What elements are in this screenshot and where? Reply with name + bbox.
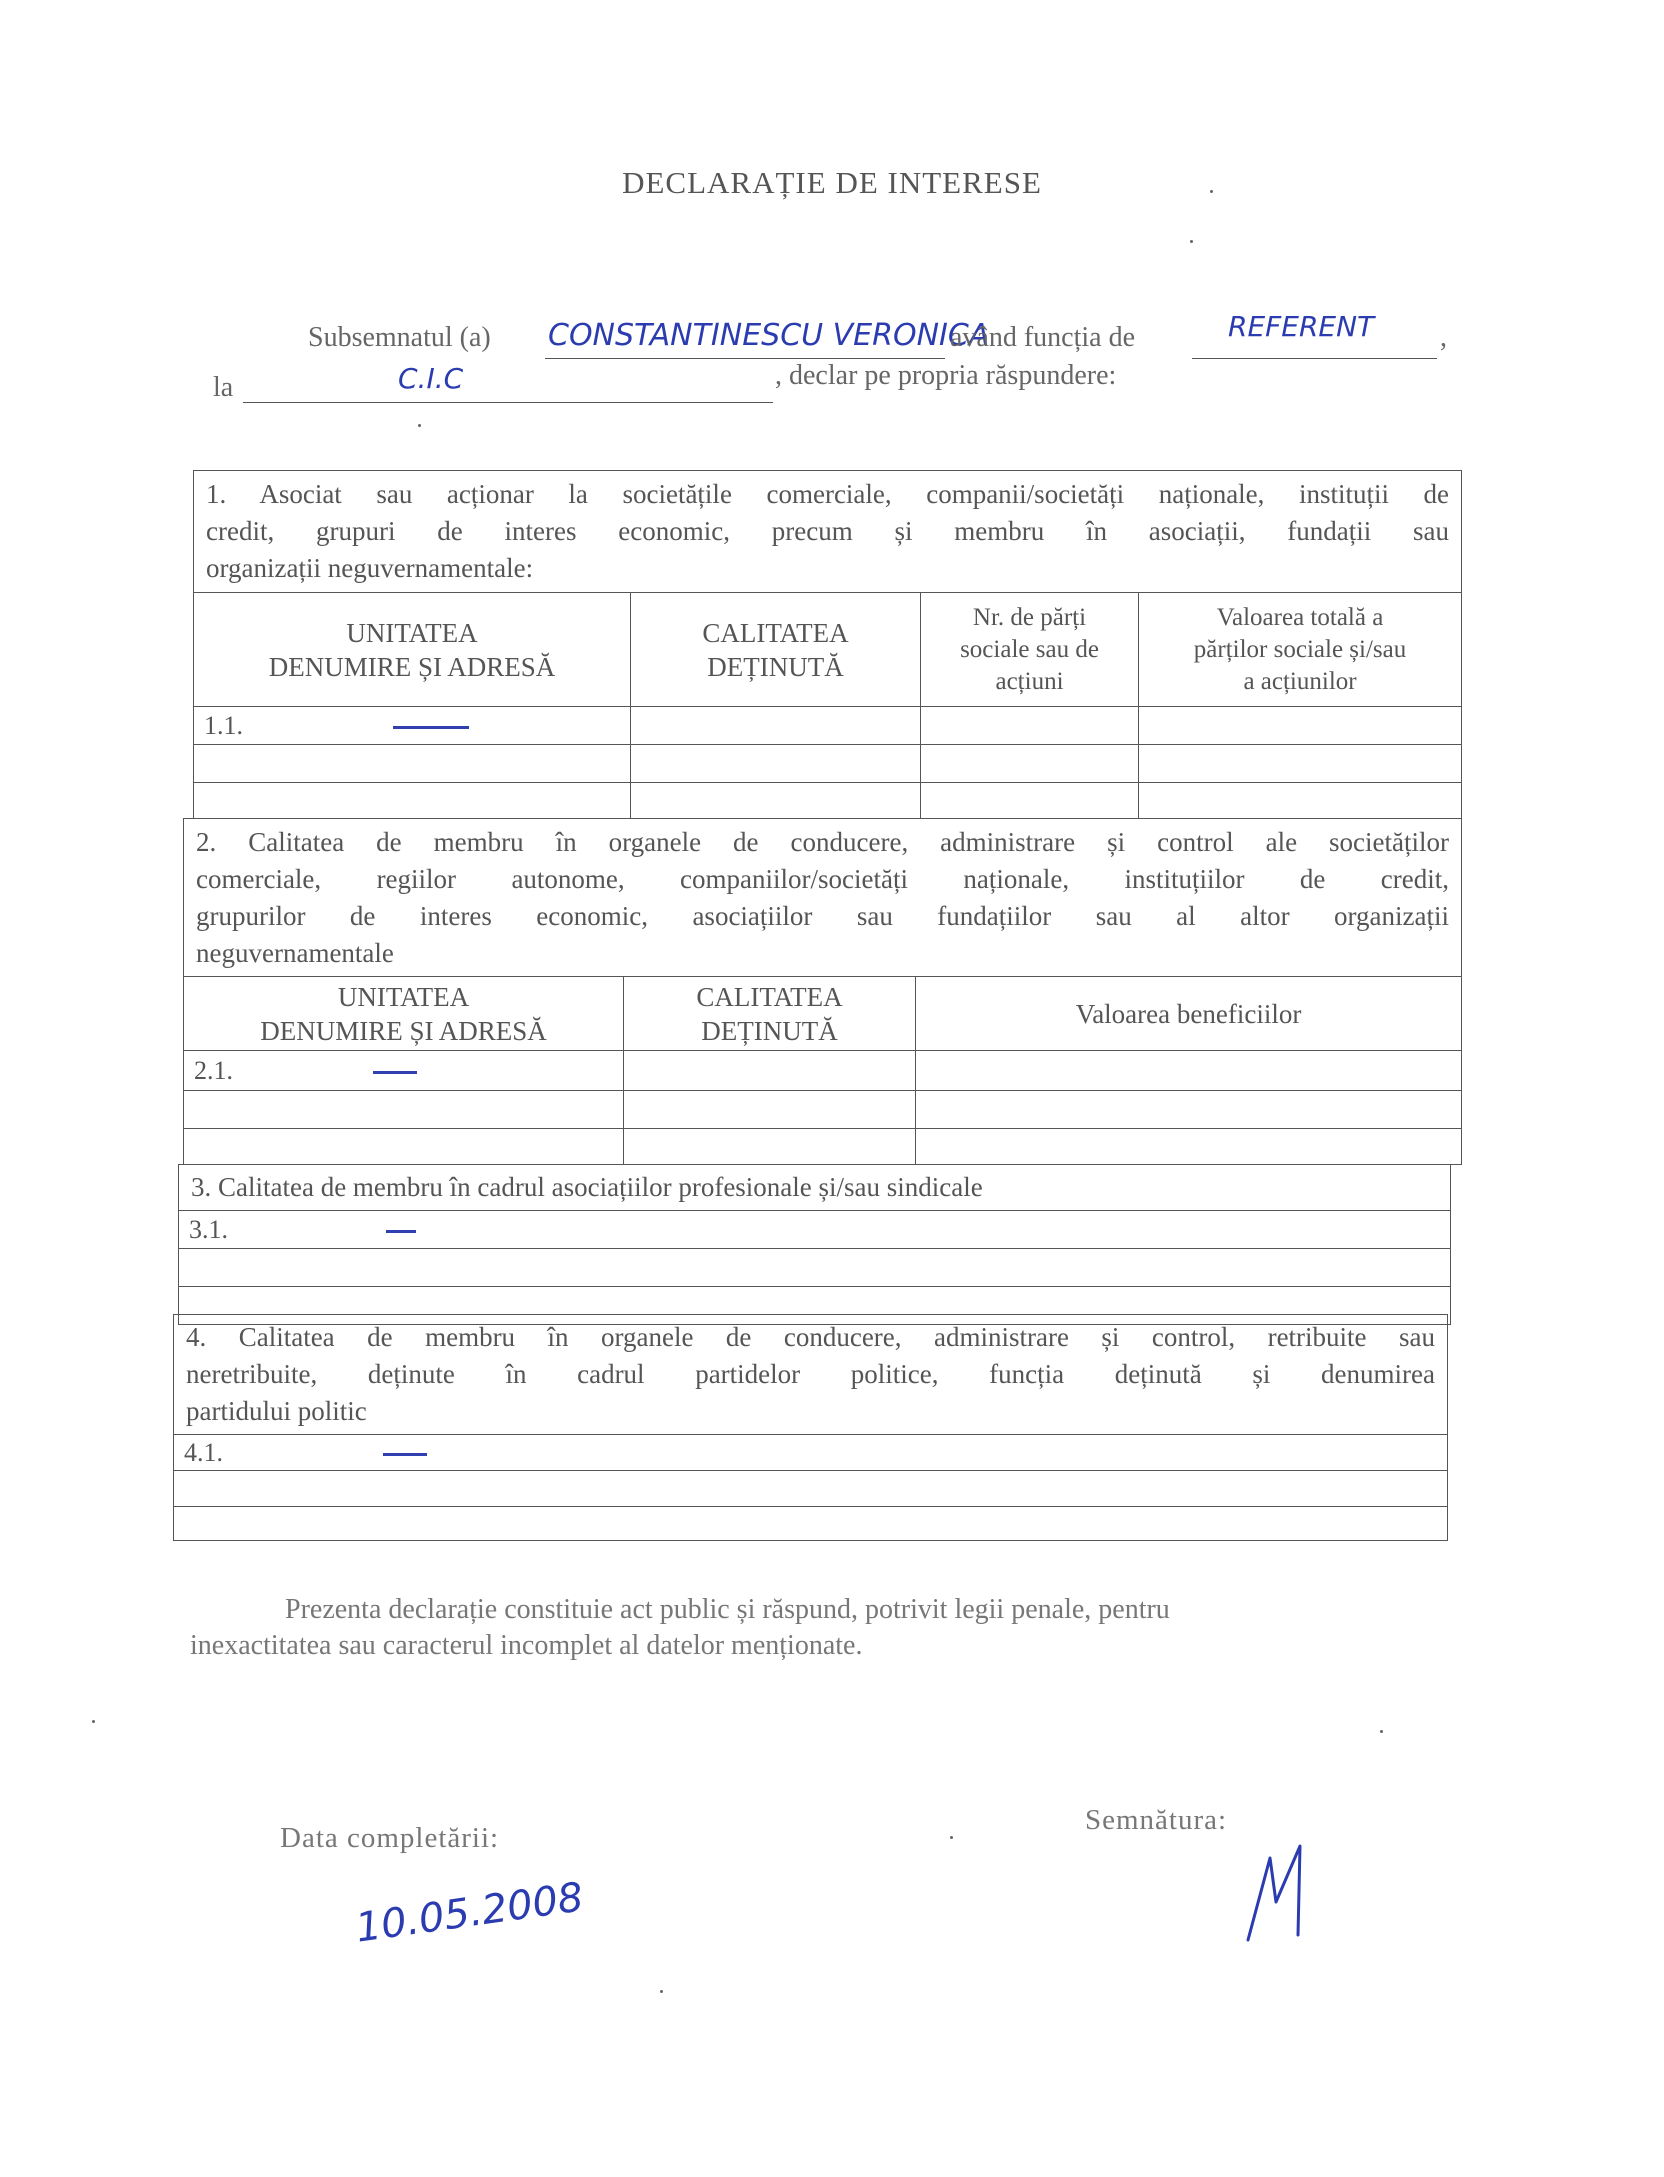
scan-speck [1380,1730,1383,1733]
section1-table [193,470,1462,819]
institution-underline [243,402,773,403]
scan-speck [92,1720,95,1723]
scan-speck [1190,240,1193,243]
col-unitatea [194,593,631,707]
table-cell [631,745,921,783]
col-calitatea [624,977,916,1051]
section1-heading [194,471,1462,593]
table-cell [916,1051,1462,1091]
section3-heading: 3. Calitatea de membru în cadrul asociațiilor profesionale și/sau sindicale [179,1165,1451,1211]
row-number: 4.1. [184,1437,223,1467]
table-row-label [184,1051,624,1091]
table-cell [624,1091,916,1129]
section4-heading [174,1315,1448,1435]
col-header-text: CALITATEA [696,981,843,1012]
function-label: având funcția de [950,322,1136,353]
section2-heading-line: 2. Calitatea de membru în organele de conducere, administrare și control ale societăților [196,826,1450,857]
col-header-text: UNITATEA [346,617,478,648]
section1-heading-line: credit, grupuri de interes economic, precum și membru în asociații, fundații sau [206,516,1450,546]
subsemnatul-label: Subsemnatul (a) [308,322,491,353]
col-header-text: UNITATEA [337,981,470,1012]
table-cell [921,707,1139,745]
signature [1240,1840,1330,1955]
table-cell [184,1091,624,1129]
col-valoarea-totala [1139,593,1462,707]
row-number: 3.1. [189,1214,228,1244]
table-cell [916,1129,1462,1165]
signature-mark [1240,1840,1330,1950]
section4-table [173,1314,1448,1541]
row-number: 2.1. [194,1055,233,1085]
closing-statement [190,1592,1440,1628]
section1-heading-line: 1. Asociat sau acționar la societățile comerciale, companii/societăți naționale, instituții de [206,479,1450,509]
function-value: REFERENT [1228,310,1375,343]
table-cell [631,707,921,745]
table-cell [921,745,1139,783]
table-cell [194,745,631,783]
table-cell [1139,745,1462,783]
col-header-text: DENUMIRE ȘI ADRESĂ [268,651,556,682]
col-header-text: a acțiunilor [1243,667,1357,695]
section2-table [183,818,1462,1165]
declarant-name: CONSTANTINESCU VERONICA [548,318,990,353]
scan-speck [418,424,421,427]
col-header-text: sociale sau de [960,635,1099,663]
scan-speck [950,1836,953,1839]
table-cell [1139,783,1462,819]
col-header-text: CALITATEA [702,617,849,648]
blank-dash [383,1453,427,1456]
col-nr-parti [921,593,1139,707]
table-cell [179,1249,1451,1287]
col-header-text: DENUMIRE ȘI ADRESĂ [260,1015,547,1046]
col-header-text: DEȚINUTĂ [707,651,844,682]
comma: , [1440,322,1447,353]
signature-label: Semnătura: [1085,1804,1228,1836]
institution-value: C.I.C [398,362,464,395]
col-unitatea [184,977,624,1051]
table-cell [1139,707,1462,745]
scan-speck [1210,190,1213,193]
section4-heading-line: partidului politic [186,1396,367,1426]
section4-heading-line: 4. Calitatea de membru în organele de conducere, administrare și control, retribuite sau [186,1322,1435,1352]
col-header-text: Nr. de părți [972,603,1087,631]
section2-heading-line: grupurilor de interes economic, asociațiilor sau fundațiilor sau al altor organizații [196,900,1450,931]
scan-speck [660,1990,663,1993]
col-calitatea [631,593,921,707]
col-header-text: DEȚINUTĂ [701,1015,838,1046]
blank-dash [373,1071,417,1074]
function-underline [1192,358,1437,359]
blank-dash [386,1230,416,1233]
table-cell [184,1129,624,1165]
table-row-label [174,1435,1448,1471]
col-header-text: părților sociale și/sau [1193,635,1407,663]
section2-heading-line: neguvernamentale [196,937,394,968]
col-header-text: Valoarea totală a [1216,603,1384,631]
date-label: Data completării: [280,1822,500,1854]
table-cell [174,1471,1448,1507]
table-cell [631,783,921,819]
section1-heading-line: organizații neguvernamentale: [206,553,534,583]
col-valoarea-beneficiilor [916,977,1462,1051]
table-cell [921,783,1139,819]
section2-heading-line: comerciale, regiilor autonome, companiilor/societăți naționale, instituțiilor de credit, [196,863,1450,894]
row-number: 1.1. [204,710,243,740]
section2-heading [184,819,1462,977]
table-cell [174,1507,1448,1541]
section4-heading-line: neretribuite, deținute în cadrul partidelor politice, funcția deținută și denumirea [186,1359,1435,1389]
closing-line-2: inexactitatea sau caracterul incomplet al datelor menționate. [190,1630,863,1661]
name-underline [545,358,945,359]
page-title: DECLARAȚIE DE INTERESE [622,165,1042,200]
table-cell [624,1129,916,1165]
table-row-label [194,707,631,745]
declare-text: , declar pe propria răspundere: [775,360,1117,391]
blank-dash [393,726,469,729]
col-header-text: acțiuni [995,667,1064,695]
col-header-text: Valoarea beneficiilor [1075,998,1302,1029]
completion-date: 10.05.2008 [352,1874,587,1952]
table-cell [624,1051,916,1091]
table-cell [916,1091,1462,1129]
closing-line: Prezenta declarație constituie act public și răspund, potrivit legii penale, pentru [285,1594,1170,1625]
table-row-label [179,1211,1451,1249]
section3-table [178,1164,1451,1325]
table-cell [194,783,631,819]
la-label: la [213,372,234,403]
